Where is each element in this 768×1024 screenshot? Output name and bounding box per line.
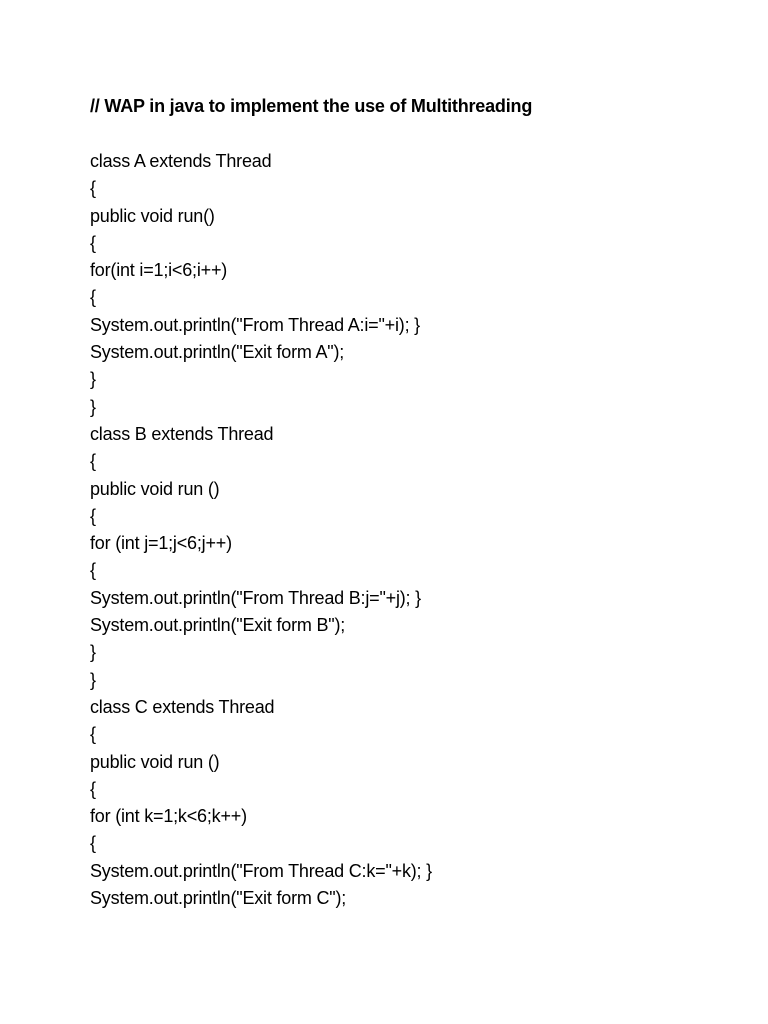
code-line: class A extends Thread: [90, 151, 272, 171]
code-line: System.out.println("Exit form A");: [90, 342, 345, 363]
code-line: class B extends Thread: [90, 423, 274, 444]
code-line: {: [90, 833, 96, 854]
code-line: System.out.println("From Thread A:i="+i); }: [90, 314, 420, 335]
code-line: public void run(): [90, 205, 215, 226]
code-line: {: [90, 451, 96, 472]
code-line: {: [90, 778, 96, 799]
code-line: }: [90, 369, 96, 390]
code-line: }: [90, 396, 96, 417]
code-line: class C extends Thread: [90, 696, 275, 717]
code-line: {: [90, 505, 96, 526]
code-line: {: [90, 178, 96, 199]
code-line: }: [90, 642, 96, 663]
code-line: for (int j=1;j<6;j++): [90, 533, 232, 554]
code-line: public void run (): [90, 478, 220, 499]
code-line: public void run (): [90, 751, 220, 772]
code-line: {: [90, 232, 96, 253]
code-line: }: [90, 669, 96, 690]
document-heading: // WAP in java to implement the use of Multithreading: [90, 96, 533, 116]
code-line: {: [90, 287, 96, 308]
code-line: System.out.println("From Thread C:k="+k); }: [90, 860, 432, 881]
code-line: System.out.println("From Thread B:j="+j); }: [90, 587, 421, 608]
code-line: System.out.println("Exit form B");: [90, 615, 346, 636]
code-line: for (int k=1;k<6;k++): [90, 806, 247, 827]
code-line: {: [90, 560, 96, 581]
code-line: for(int i=1;i<6;i++): [90, 260, 228, 281]
code-line: System.out.println("Exit form C");: [90, 888, 347, 909]
code-listing: [90, 148, 432, 912]
code-line: {: [90, 724, 96, 745]
